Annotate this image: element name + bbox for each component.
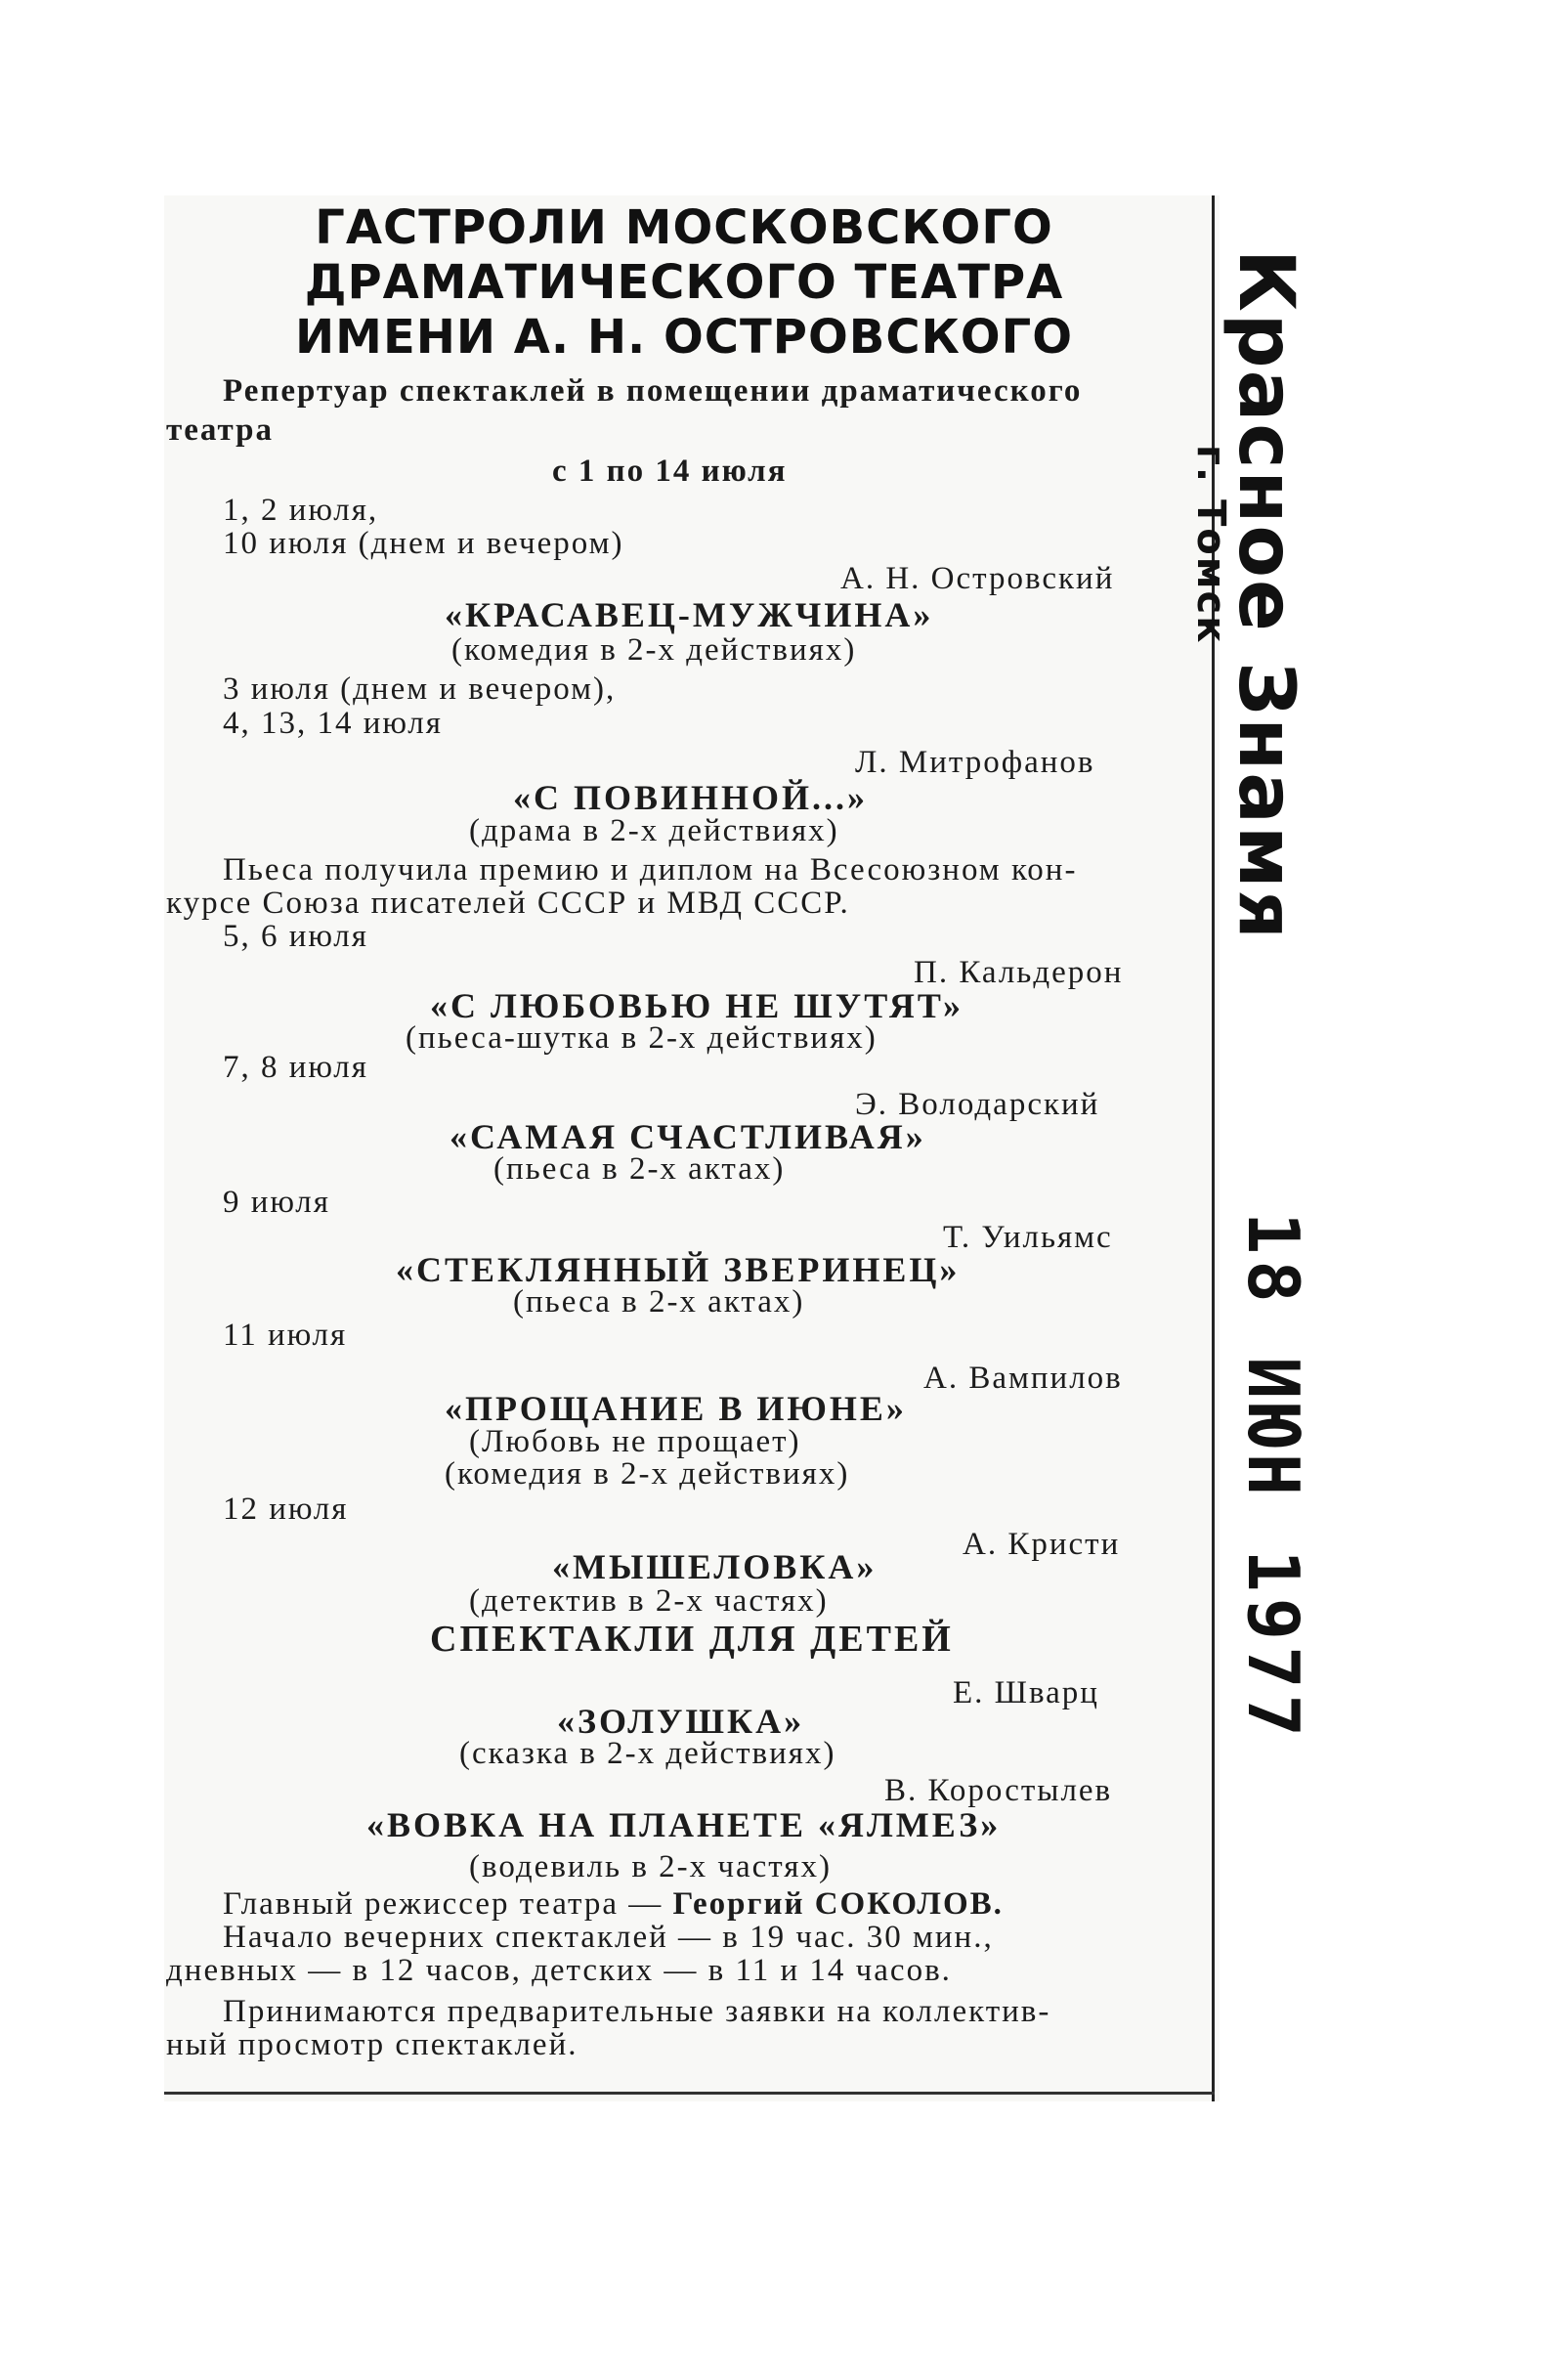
requests-line-1: Принимаются предварительные заявки на коллектив- bbox=[223, 1994, 1051, 2029]
intro-line-1: Репертуар спектаклей в помещении драматического bbox=[223, 373, 1083, 409]
play-dates: 4, 13, 14 июля bbox=[223, 706, 443, 741]
play-title: «С ПОВИННОЙ...» bbox=[513, 778, 869, 817]
play-dates: 11 июля bbox=[223, 1318, 348, 1353]
play-genre: (комедия в 2-х действиях) bbox=[445, 1456, 850, 1492]
director-prefix: Главный режиссер театра — bbox=[223, 1886, 664, 1922]
play-title: «МЫШЕЛОВКА» bbox=[552, 1547, 878, 1586]
play-genre: (водевиль в 2-х частях) bbox=[469, 1849, 832, 1884]
headline-line-3: ИМЕНИ А. Н. ОСТРОВСКОГО bbox=[295, 310, 1073, 365]
play-dates: 1, 2 июля, bbox=[223, 493, 379, 528]
newspaper-masthead: Красное Знамя bbox=[1221, 249, 1309, 941]
play-author: Э. Володарский bbox=[855, 1087, 1100, 1122]
start-times-line-2: дневных — в 12 часов, детских — в 11 и 14 часов. bbox=[166, 1953, 952, 1988]
play-note: Пьеса получила премию и диплом на Всесоюзном кон- bbox=[223, 852, 1078, 887]
start-times-line-1: Начало вечерних спектаклей — в 19 час. 30 мин., bbox=[223, 1920, 994, 1955]
play-genre: (детектив в 2-х частях) bbox=[469, 1583, 829, 1619]
children-heading: СПЕКТАКЛИ ДЛЯ ДЕТЕЙ bbox=[430, 1619, 954, 1660]
play-author: П. Кальдерон bbox=[914, 955, 1124, 990]
date-stamp: 18 ИЮН 1977 bbox=[1232, 1212, 1314, 1743]
play-genre: (драма в 2-х действиях) bbox=[469, 813, 839, 848]
intro-line-2: театра bbox=[166, 412, 274, 448]
play-note: курсе Союза писателей СССР и МВД СССР. bbox=[166, 886, 850, 921]
play-title: «С ЛЮБОВЬЮ НЕ ШУТЯТ» bbox=[430, 986, 964, 1025]
headline-line-1: ГАСТРОЛИ МОСКОВСКОГО bbox=[315, 200, 1053, 255]
requests-line-2: ный просмотр спектаклей. bbox=[166, 2027, 578, 2062]
play-author: В. Коростылев bbox=[884, 1773, 1113, 1808]
newspaper-city: г. Томск bbox=[1188, 445, 1233, 645]
play-author: А. Н. Островский bbox=[840, 561, 1115, 596]
play-genre: (сказка в 2-х действиях) bbox=[459, 1736, 836, 1771]
play-dates: 12 июля bbox=[223, 1492, 349, 1527]
play-genre: (пьеса в 2-х актах) bbox=[493, 1151, 786, 1187]
play-dates: 5, 6 июля bbox=[223, 919, 368, 954]
play-title: «ЗОЛУШКА» bbox=[557, 1702, 805, 1741]
play-author: А. Вампилов bbox=[923, 1361, 1123, 1396]
director-name: Георгий СОКОЛОВ. bbox=[672, 1886, 1004, 1922]
play-genre: (пьеса-шутка в 2-х действиях) bbox=[406, 1020, 878, 1056]
play-author: Е. Шварц bbox=[953, 1675, 1099, 1710]
play-genre: (пьеса в 2-х актах) bbox=[513, 1284, 805, 1320]
play-author: А. Кристи bbox=[963, 1527, 1121, 1562]
headline-line-2: ДРАМАТИЧЕСКОГО ТЕАТРА bbox=[304, 255, 1064, 310]
play-title: «ВОВКА НА ПЛАНЕТЕ «ЯЛМЕЗ» bbox=[366, 1805, 1002, 1844]
play-author: Т. Уильямс bbox=[943, 1220, 1113, 1255]
play-title: «СТЕКЛЯННЫЙ ЗВЕРИНЕЦ» bbox=[396, 1250, 961, 1289]
play-dates: 7, 8 июля bbox=[223, 1050, 368, 1085]
play-subtitle: (Любовь не прощает) bbox=[469, 1424, 801, 1459]
play-dates: 10 июля (днем и вечером) bbox=[223, 526, 624, 561]
clipping-border-bottom bbox=[164, 2092, 1215, 2095]
play-dates: 9 июля bbox=[223, 1185, 330, 1220]
play-title: «ПРОЩАНИЕ В ИЮНЕ» bbox=[445, 1389, 907, 1428]
play-title: «САМАЯ СЧАСТЛИВАЯ» bbox=[450, 1117, 926, 1156]
intro-dates: с 1 по 14 июля bbox=[552, 454, 788, 489]
play-author: Л. Митрофанов bbox=[855, 745, 1095, 780]
play-genre: (комедия в 2-х действиях) bbox=[451, 632, 857, 668]
play-dates: 3 июля (днем и вечером), bbox=[223, 671, 617, 707]
article-headline bbox=[293, 200, 1075, 365]
play-title: «КРАСАВЕЦ-МУЖЧИНА» bbox=[445, 595, 934, 634]
